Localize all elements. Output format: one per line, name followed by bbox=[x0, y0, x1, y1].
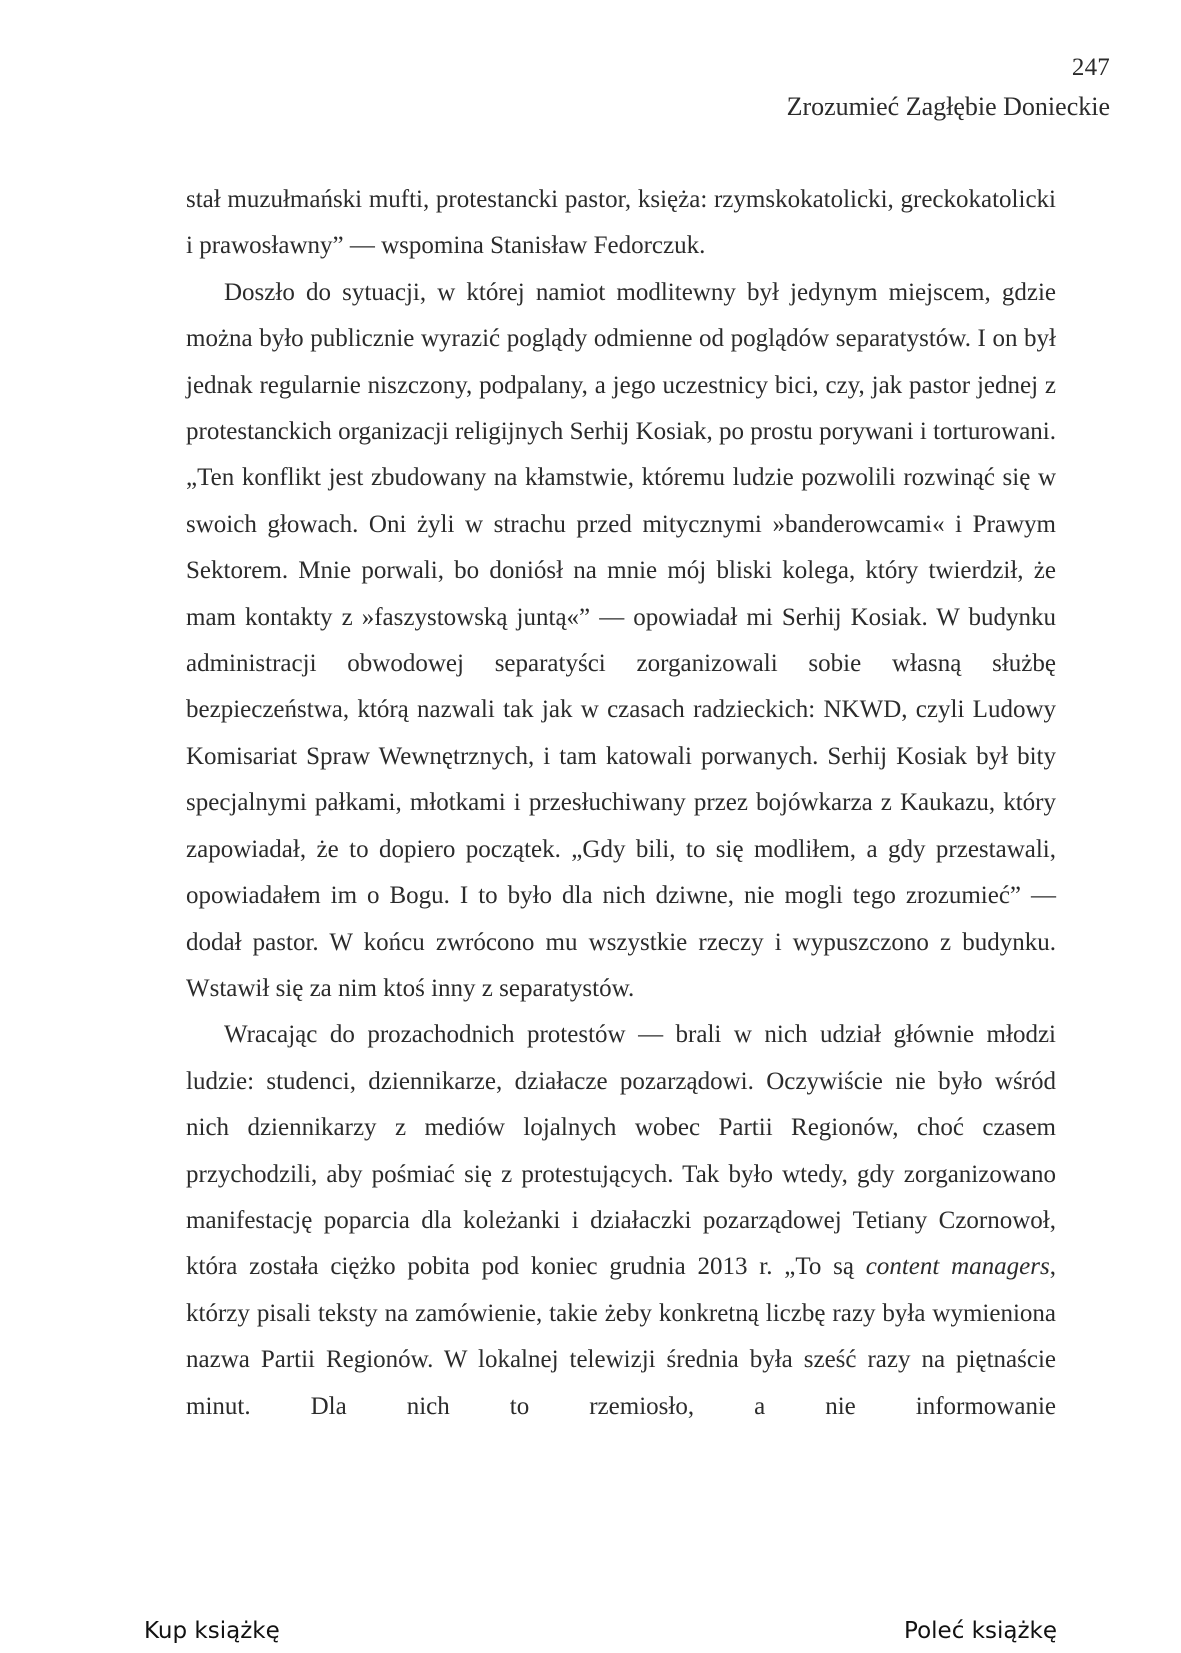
buy-book-link[interactable]: Kup książkę bbox=[144, 1618, 280, 1644]
recommend-book-link[interactable]: Poleć książkę bbox=[904, 1618, 1057, 1644]
paragraph-protests-italic: content managers bbox=[865, 1253, 1050, 1281]
paragraph-continued: stał muzułmański mufti, protestancki pastor, księża: rzymskokatolicki, greckokatolicki i prawosławny” — wspomina Stanisław Fedorczuk. bbox=[186, 186, 1056, 260]
running-header: Zrozumieć Zagłębie Donieckie bbox=[786, 92, 1110, 121]
paragraph-protests-part2: , którzy pisali teksty na zamówienie, takie żeby konkretną liczbę razy była wymieniona nazwa Partii Regionów. W lokalnej telewizji średnia była sześć razy na piętnaście minut. Dla nich to rzemiosło, a nie informowanie bbox=[186, 1253, 1056, 1420]
main-text bbox=[186, 177, 1056, 1430]
paragraph-prayer-tent: Doszło do sytuacji, w której namiot modlitewny był jedynym miejscem, gdzie można było publicznie wyrazić poglądy odmienne od poglądów separatystów. I on był jednak regularnie niszczony, podpalany, a jego uczestnicy bici, czy, jak pastor jednej z protestanckich organizacji religijnych Serhij Kosiak, po prostu porywani i torturowani. „Ten konflikt jest zbudowany na kłamstwie, któremu ludzie pozwolili rozwinąć się w swoich głowach. Oni żyli w strachu przed mitycznymi »banderowcami« i Prawym Sektorem. Mnie porwali, bo doniósł na mnie mój bliski kolega, który twierdził, że mam kontakty z »faszystowską juntą«” — opowiadał mi Serhij Kosiak. W budynku administracji obwodowej separatyści zorganizowali sobie własną służbę bezpieczeństwa, którą nazwali tak jak w czasach radzieckich: NKWD, czyli Ludowy Komisariat Spraw Wewnętrznych, i tam katowali porwanych. Serhij Kosiak był bity specjalnymi pałkami, młotkami i przesłuchiwany przez bojówkarza z Kaukazu, który zapowiadał, że to dopiero początek. „Gdy bili, to się modliłem, a gdy przestawali, opowiadałem im o Bogu. I to było dla nich dziwne, nie mogli tego zrozumieć” — dodał pastor. W końcu zwrócono mu wszystkie rzeczy i wypuszczono z budynku. Wstawił się za nim ktoś inny z separatystów. bbox=[186, 278, 1056, 1002]
paragraph-protests bbox=[186, 1012, 1056, 1430]
page-number: 247 bbox=[1071, 54, 1110, 81]
paragraph-protests-part1: Wracając do prozachodnich protestów — brali w nich udział głównie młodzi ludzie: studenci, dziennikarze, działacze pozarządowi. Oczywiście nie było wśród nich dziennikarzy z mediów lojalnych wobec Partii Regionów, choć czasem przychodzili, aby pośmiać się z protestujących. Tak było wtedy, gdy zorganizowano manifestację poparcia dla koleżanki i działaczki pozarządowej Tetiany Czornowoł, która została ciężko pobita pod koniec grudnia 2013 r. „To są bbox=[186, 1021, 1056, 1281]
